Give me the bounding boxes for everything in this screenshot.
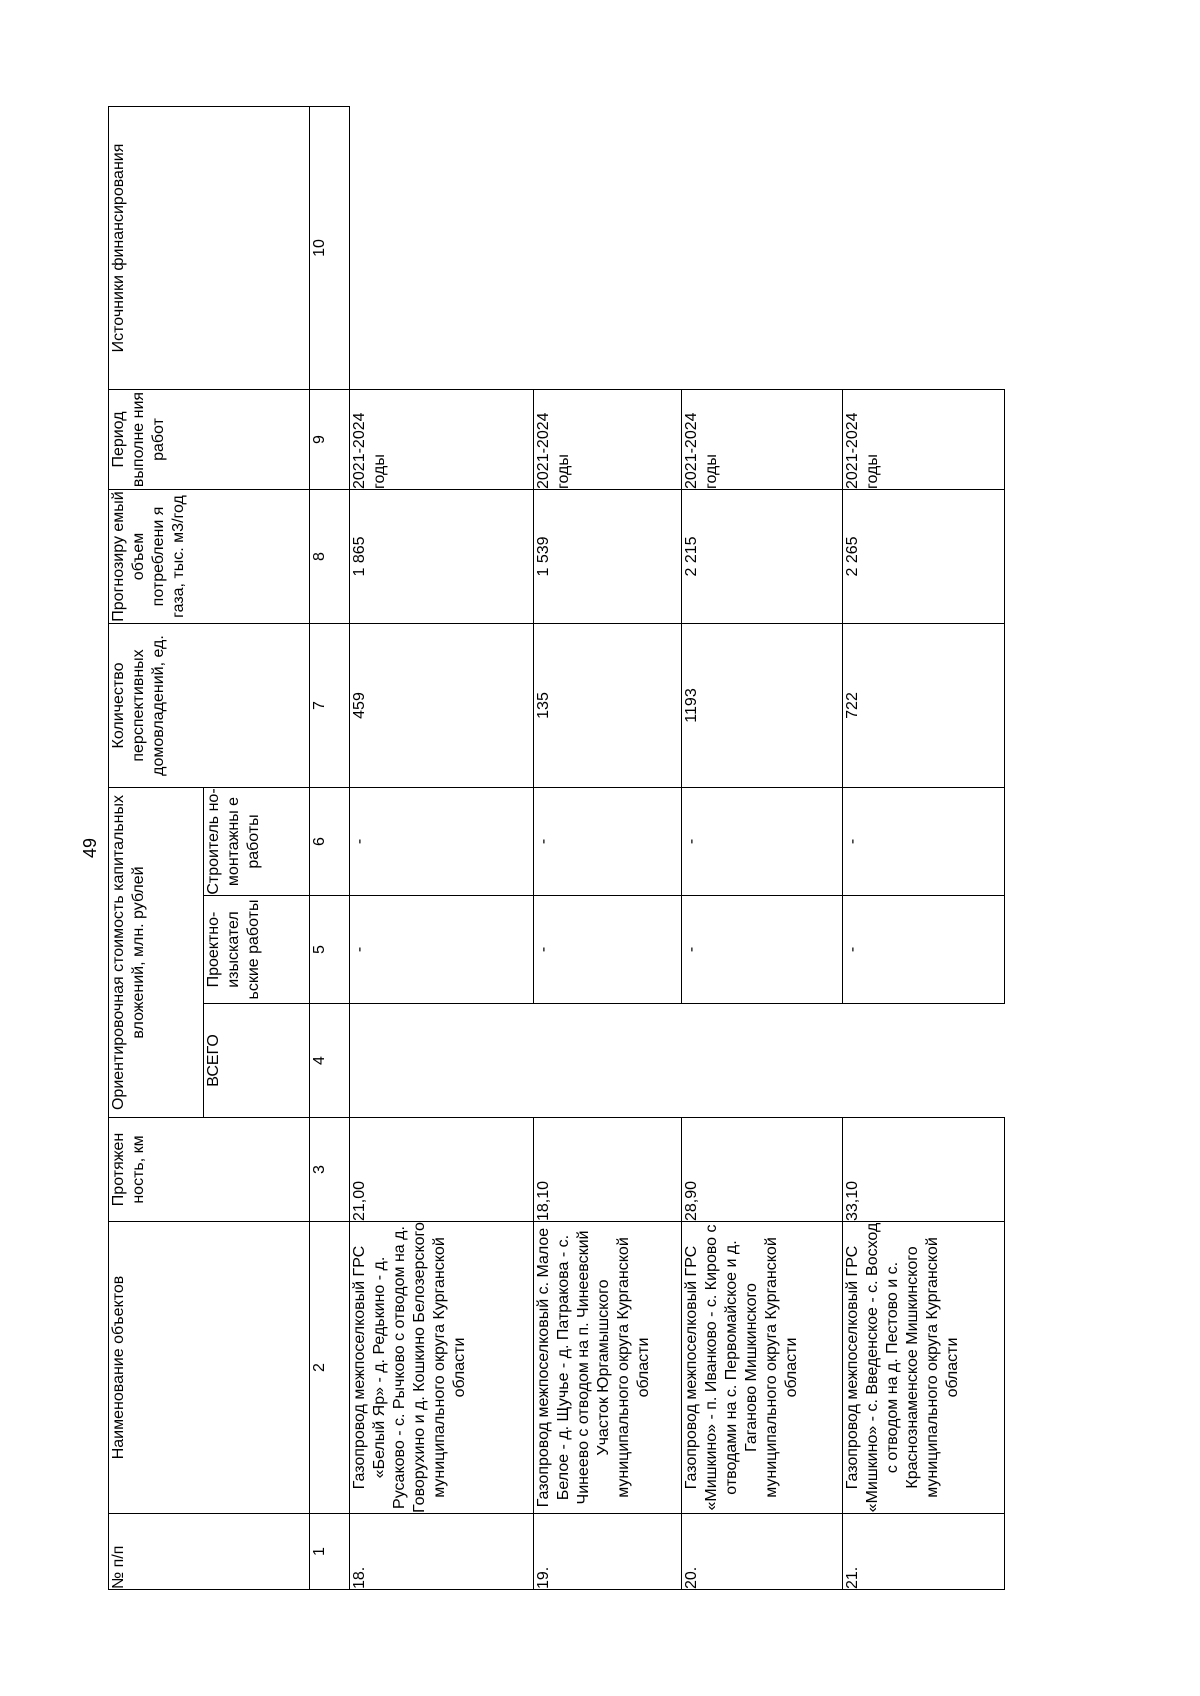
object-name: Газопровод межпоселковый ГРС «Белый Яр» - д. Редькино - д. Русаково - с. Рычково с отводом на д. Говорухино и д. Кошкино Белозерского муниципального округа Курганской области: [350, 1222, 534, 1514]
header-funding: Источники финансирования: [109, 106, 310, 389]
households-count: 135: [534, 623, 682, 787]
object-name: Газопровод межпоселковый ГРС «Мишкино» - п. Иванково - с. Кирово с отводами на с. Первомайское и д. Гаганово Мишкинского муниципального округа Курганской области: [682, 1222, 843, 1514]
header-cost-group: Ориентировочная стоимость капитальных вложений, млн. рублей: [109, 787, 204, 1117]
table-row: [534, 106, 682, 1589]
column-number: 8: [310, 489, 350, 623]
construction-cost: -: [534, 787, 682, 895]
total-cost: [350, 1004, 534, 1118]
header-construction-works: Строитель но-монтажны е работы: [204, 787, 310, 895]
length-km: 21,00: [350, 1118, 534, 1222]
construction-cost: -: [682, 787, 843, 895]
total-cost: [843, 1004, 1005, 1118]
total-cost: [534, 1004, 682, 1118]
construction-cost: -: [843, 787, 1005, 895]
header-number: № п/п: [109, 1514, 310, 1590]
row-number: 20.: [682, 1514, 843, 1590]
column-number: 1: [310, 1514, 350, 1590]
column-number: 2: [310, 1222, 350, 1514]
row-number: 21.: [843, 1514, 1005, 1590]
design-cost: -: [350, 896, 534, 1004]
table-row: [350, 106, 534, 1589]
funding-source: [843, 106, 1005, 389]
work-period: 2021-2024 годы: [534, 389, 682, 489]
gas-volume: 1 865: [350, 489, 534, 623]
object-name: Газопровод межпоселковый ГРС «Мишкино» - с. Введенское - с. Восход с отводом на д. Пестово и с. Краснознаменское Мишкинского муниципального округа Курганской области: [843, 1222, 1005, 1514]
construction-cost: -: [350, 787, 534, 895]
object-name: Газопровод межпоселковый с. Малое Белое - д. Щучье - д. Патракова - с. Чинеево с отводом на п. Чинеевский Участок Юргамышского муниципального округа Курганской области: [534, 1222, 682, 1514]
row-number: 19.: [534, 1514, 682, 1590]
work-period: 2021-2024 годы: [682, 389, 843, 489]
design-cost: -: [843, 896, 1005, 1004]
work-period: 2021-2024 годы: [843, 389, 1005, 489]
header-total: ВСЕГО: [204, 1004, 310, 1118]
total-cost: [682, 1004, 843, 1118]
gas-volume: 1 539: [534, 489, 682, 623]
header-length: Протяжен ность, км: [109, 1118, 310, 1222]
header-households: Количество перспективных домовладений, ед.: [109, 623, 310, 787]
header-gas-volume: Прогнозиру емый объем потреблени я газа, тыс. м3/год: [109, 489, 310, 623]
column-number: 9: [310, 389, 350, 489]
row-number: 18.: [350, 1514, 534, 1590]
gas-pipeline-table: [108, 106, 1005, 1590]
gas-volume: 2 215: [682, 489, 843, 623]
header-period: Период выполне ния работ: [109, 389, 310, 489]
page-number: 49: [80, 837, 100, 859]
funding-source: [534, 106, 682, 389]
header-design-works: Проектно-изыскател ьские работы: [204, 896, 310, 1004]
length-km: 18,10: [534, 1118, 682, 1222]
funding-source: [350, 106, 534, 389]
households-count: 722: [843, 623, 1005, 787]
column-number: 4: [310, 1004, 350, 1118]
column-number: 5: [310, 896, 350, 1004]
length-km: 28,90: [682, 1118, 843, 1222]
column-number: 10: [310, 106, 350, 389]
gas-volume: 2 265: [843, 489, 1005, 623]
funding-source: [682, 106, 843, 389]
table-row: [682, 106, 843, 1589]
header-object-name: Наименование объектов: [109, 1222, 310, 1514]
households-count: 459: [350, 623, 534, 787]
design-cost: -: [682, 896, 843, 1004]
design-cost: -: [534, 896, 682, 1004]
column-number: 3: [310, 1118, 350, 1222]
length-km: 33,10: [843, 1118, 1005, 1222]
table-row: [843, 106, 1005, 1589]
households-count: 1193: [682, 623, 843, 787]
work-period: 2021-2024 годы: [350, 389, 534, 489]
column-number: 7: [310, 623, 350, 787]
column-number: 6: [310, 787, 350, 895]
